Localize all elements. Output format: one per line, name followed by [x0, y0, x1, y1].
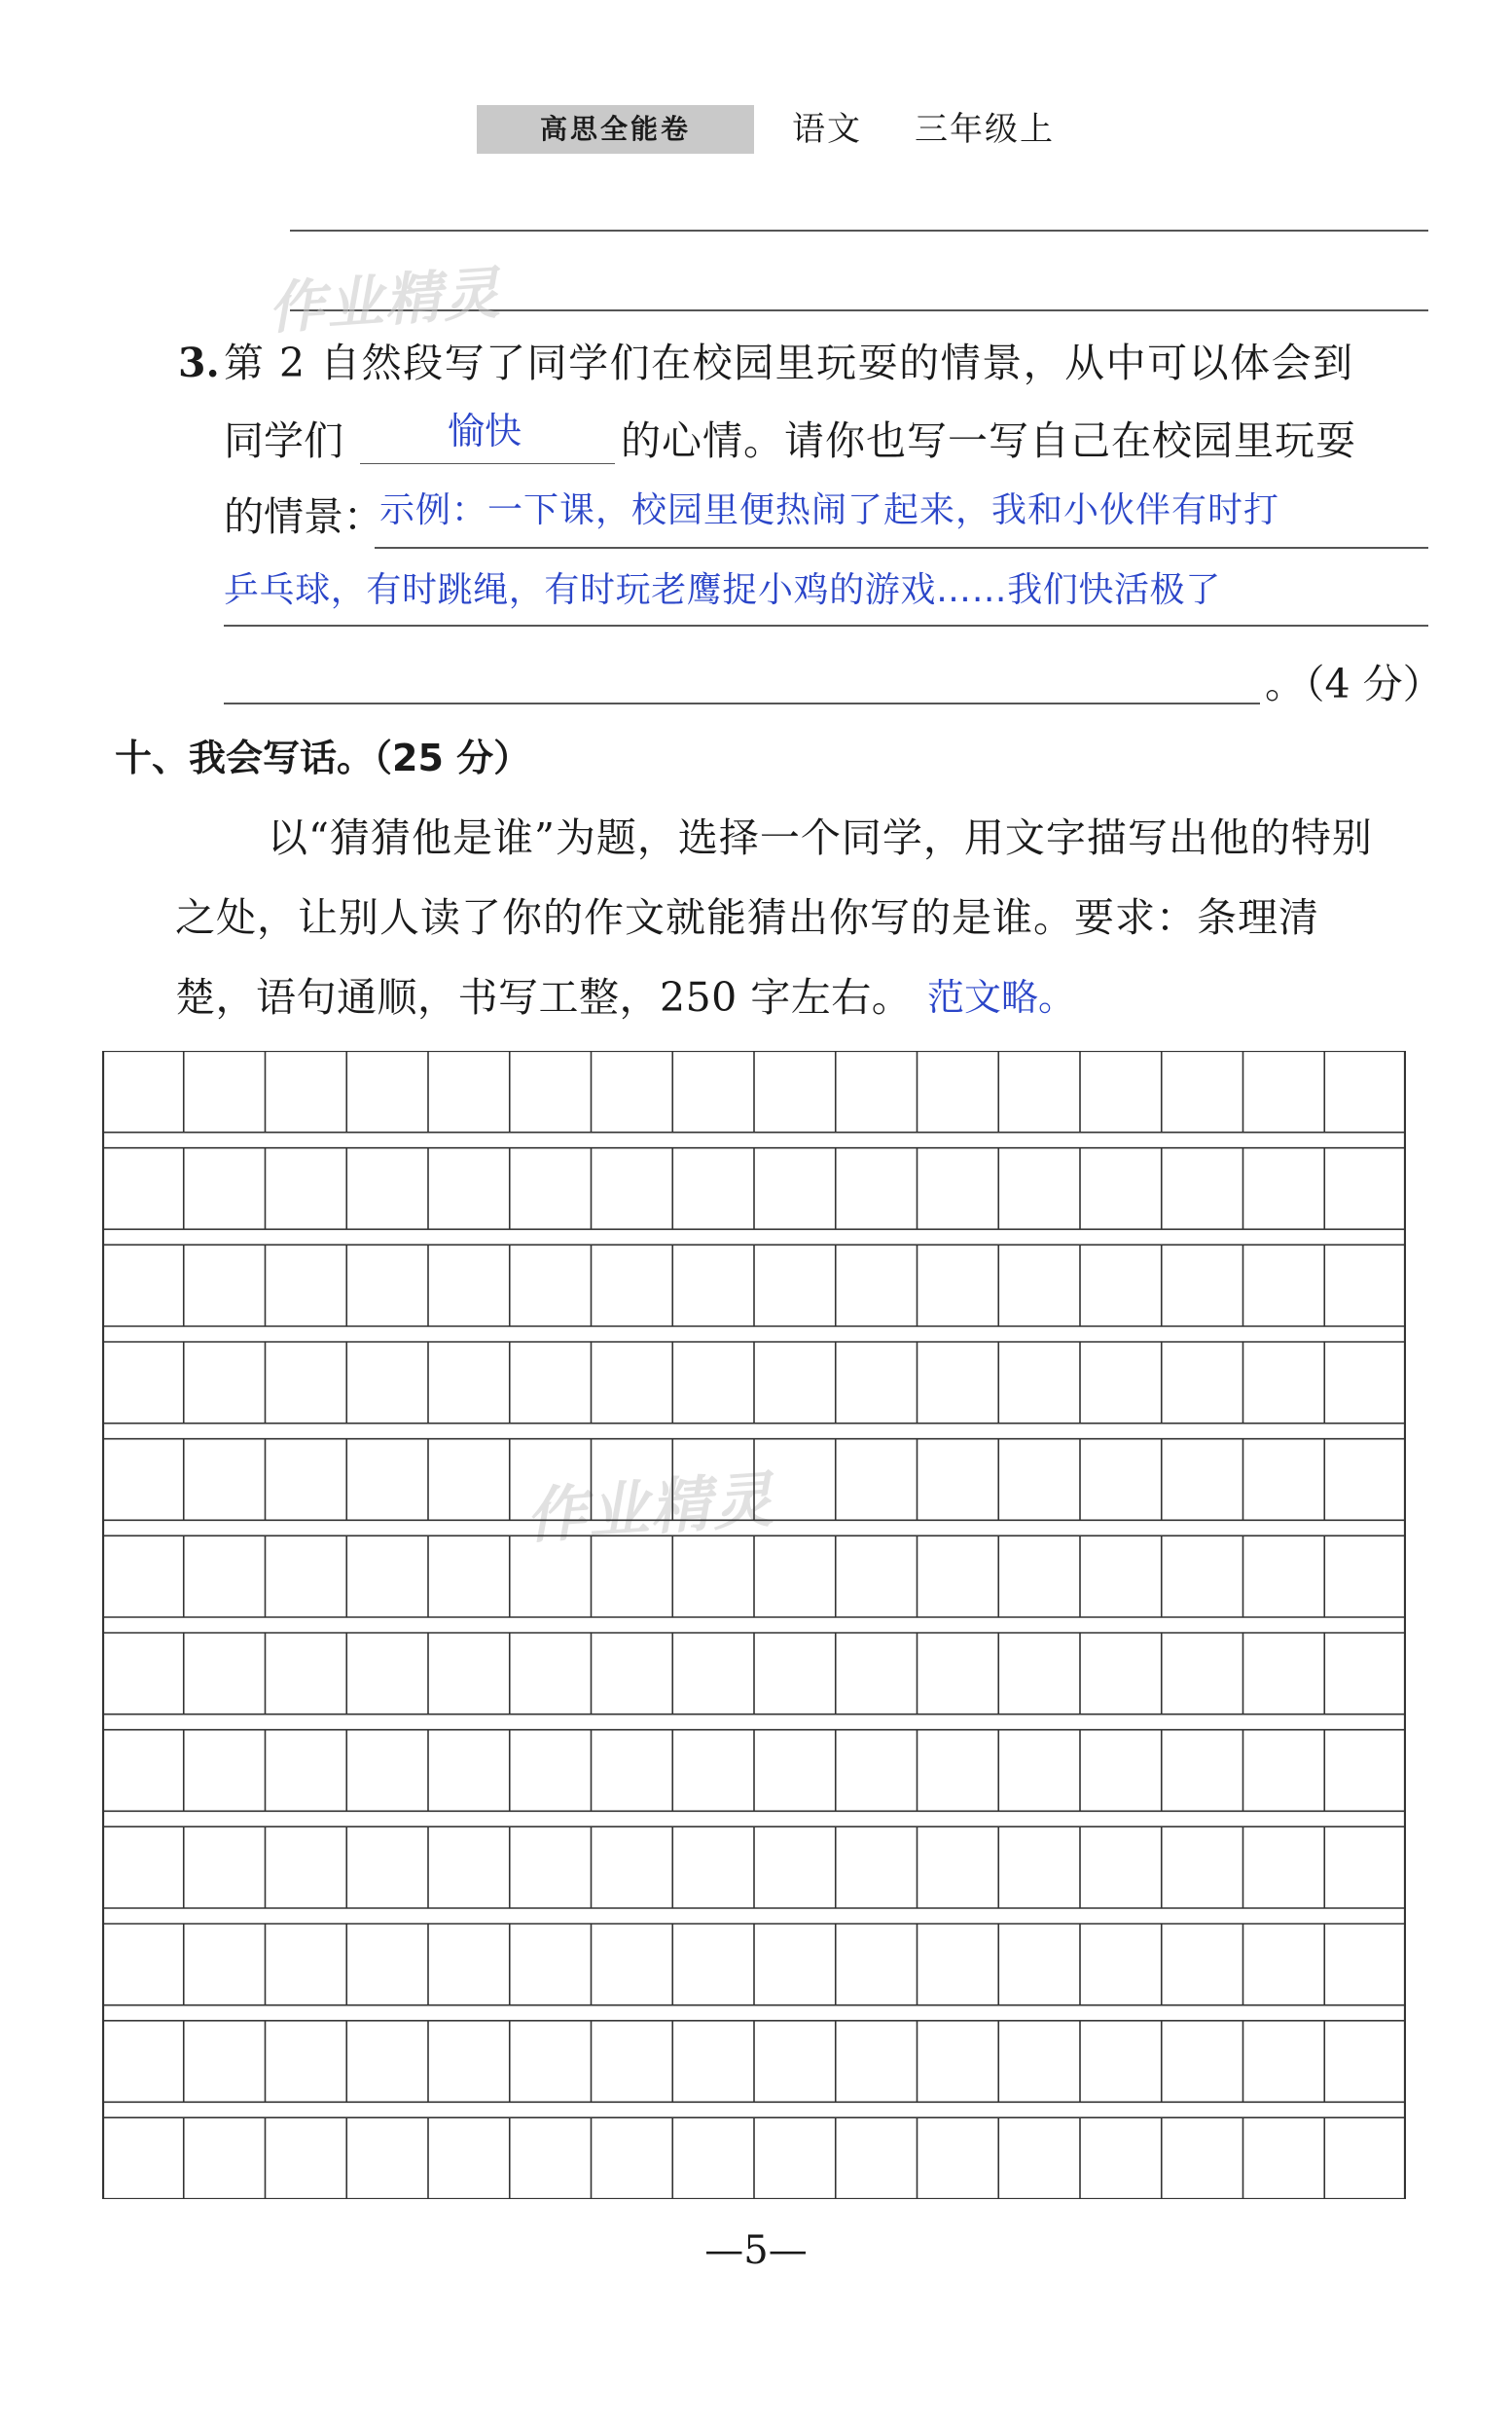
book-title-tag: 高思全能卷 [477, 105, 754, 154]
question-line-2-end: 的心情。请你也写一写自己在校园里玩耍 [621, 417, 1356, 464]
prompt-line-2: 之处，让别人读了你的作文就能猜出你写的是谁。要求：条理清 [175, 894, 1319, 941]
answer-line [290, 230, 1428, 232]
section-title: 十、我会写话。（25 分） [115, 737, 531, 779]
watermark-center: 作业精灵 [523, 1463, 777, 1552]
prompt-line-3: 楚，语句通顺，书写工整，250 字左右。 [175, 974, 913, 1021]
answer-line-1: 示例：一下课，校园里便热闹了起来，我和小伙伴有时打 [379, 490, 1280, 530]
writing-grid [102, 1051, 1406, 2199]
watermark-top: 作业精灵 [266, 259, 504, 343]
blank-answer: 愉快 [448, 410, 522, 452]
page-number: —5— [704, 2228, 808, 2273]
answer-line [224, 703, 1260, 704]
grade-label: 三年级上 [915, 110, 1055, 149]
score-label: 。（4 分） [1265, 661, 1443, 707]
answer-line-2: 乒乓球，有时跳绳，有时玩老鹰捉小鸡的游戏……我们快活极了 [224, 570, 1221, 610]
question-line-3-prefix: 的情景： [224, 493, 383, 540]
essay-answer: 范文略。 [927, 976, 1076, 1019]
page-header [0, 105, 1512, 156]
question-line-1: 第 2 自然段写了同学们在校园里玩耍的情景，从中可以体会到 [224, 340, 1354, 386]
subject-label: 语文 [792, 110, 862, 149]
prompt-line-1: 以“猜猜他是谁”为题，选择一个同学，用文字描写出他的特别 [268, 814, 1373, 861]
question-number: 3. [178, 340, 220, 386]
answer-line [375, 547, 1428, 549]
question-line-2-start: 同学们 [224, 417, 343, 464]
answer-line [224, 625, 1428, 627]
fill-blank-underline [360, 463, 615, 464]
